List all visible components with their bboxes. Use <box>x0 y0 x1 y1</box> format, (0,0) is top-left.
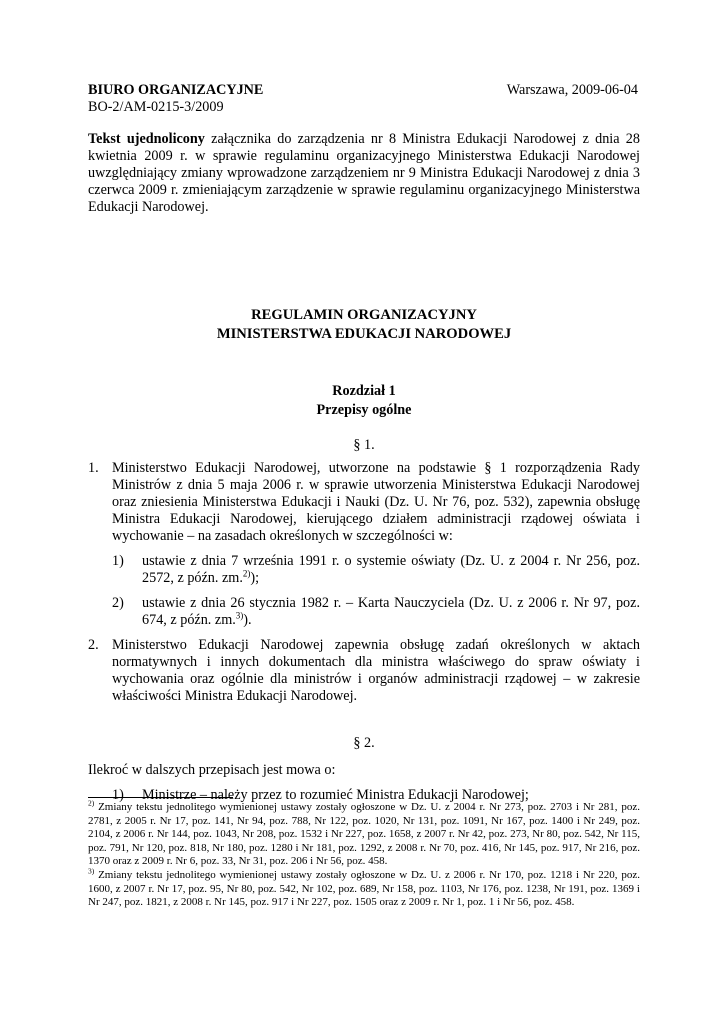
section-2-heading: § 2. <box>353 735 375 751</box>
title-line-2: MINISTERSTWA EDUKACJI NARODOWEJ <box>216 326 512 342</box>
intro-text: załącznika do zarządzenia nr 8 Ministra Edukacji Narodowej z dnia 28 kwietnia 2009 r. w sprawie regulaminu organizacyjnego Ministerstwa Edukacji Narodowej uwzględniający zmiany wprowadzone zarządzeniem nr 9 Ministra Edukacji Narodowej z dnia 3 czerwca 2009 r. zmieniającym zarządzenie w sprawie regulaminu organizacyjnego Ministerstwa Edukacji Narodowej. <box>88 131 640 215</box>
footnote-separator <box>88 797 233 798</box>
sub-item-main: ustawie z dnia 26 stycznia 1982 r. – Karta Nauczyciela (Dz. U. z 2006 r. Nr 97, poz. 674, z późn. zm. <box>142 595 640 628</box>
sub-item-text <box>142 595 640 629</box>
section-2-lead: Ilekroć w dalszych przepisach jest mowa o: <box>88 762 336 778</box>
place-date: Warszawa, 2009-06-04 <box>506 82 638 98</box>
footnote-text: Zmiany tekstu jednolitego wymienionej ustawy zostały ogłoszone w Dz. U. z 2006 r. Nr 170, poz. 1218 i Nr 220, poz. 1600, z 2007 r. Nr 17, poz. 95, Nr 80, poz. 542, Nr 102, poz. 689, Nr 158, poz. 1103, Nr 176, poz. 1238, Nr 191, poz. 1369 i Nr 247, poz. 1821, z 2008 r. Nr 145, poz. 917 i Nr 227, poz. 1505 oraz z 2009 r. Nr 1, poz. 1 i Nr 56, poz. 458. <box>88 868 640 909</box>
chapter-label: Rozdział 1 <box>332 383 396 399</box>
item-text: Ministerstwo Edukacji Narodowej zapewnia obsługę zadań określonych w aktach normatywnych i innych dokumentach dla ministra właściwego do spraw oświaty i wychowania oraz ogólnie dla ministrów i organów administracji rządowej – w zakresie właściwości Ministra Edukacji Narodowej. <box>112 637 640 704</box>
sub-item-number: 1) <box>112 553 124 569</box>
sub-item-1 <box>112 553 640 587</box>
section-1-item-1 <box>88 460 640 629</box>
sub-item-text: Ministrze – należy przez to rozumieć Ministra Edukacji Narodowej; <box>142 787 529 803</box>
footnote-mark: 2) <box>88 798 95 808</box>
footnote-mark: 3) <box>88 866 95 876</box>
sub-item-number: 2) <box>112 595 124 611</box>
document-header <box>88 82 640 99</box>
office-name: BIURO ORGANIZACYJNE <box>88 82 264 98</box>
title-line-1: REGULAMIN ORGANIZACYJNY <box>251 307 477 323</box>
footnote-2 <box>88 798 640 869</box>
footnotes <box>88 798 640 910</box>
intro-paragraph <box>88 131 640 216</box>
reference-number: BO-2/AM-0215-3/2009 <box>88 99 224 115</box>
sub-item-text <box>142 553 640 587</box>
item-number: 1. <box>88 460 99 476</box>
document-page <box>88 82 640 804</box>
footnote-ref-2[interactable]: 2) <box>242 568 251 579</box>
sub-item-number: 1) <box>112 787 124 803</box>
document-title <box>88 306 640 344</box>
footnote-3 <box>88 866 640 910</box>
intro-bold: Tekst ujednolicony <box>88 131 205 147</box>
sub-item-main: ustawie z dnia 7 września 1991 r. o systemie oświaty (Dz. U. z 2004 r. Nr 256, poz. 2572, z późn. zm. <box>142 553 640 586</box>
item-body <box>112 460 640 629</box>
section-1-item-2 <box>88 637 640 705</box>
sub-item-tail: ). <box>243 612 252 628</box>
sub-item-2 <box>112 595 640 629</box>
footnote-text: Zmiany tekstu jednolitego wymienionej ustawy zostały ogłoszone w Dz. U. z 2004 r. Nr 273, poz. 2703 i Nr 281, poz. 2781, z 2005 r. Nr 17, poz. 141, Nr 94, poz. 788, Nr 122, poz. 1020, Nr 131, poz. 1091, Nr 167, poz. 1400 i Nr 249, poz. 2104, z 2006 r. Nr 144, poz. 1043, Nr 208, poz. 1532 i Nr 227, poz. 1658, z 2007 r. Nr 42, poz. 273, Nr 80, poz. 542, Nr 115, poz. 791, Nr 120, poz. 818, Nr 180, poz. 1280 i Nr 181, poz. 1292, z 2008 r. Nr 70, poz. 416, Nr 145, poz. 917, Nr 216, poz. 1370 oraz z 2009 r. Nr 6, poz. 33, Nr 31, poz. 206 i Nr 56, poz. 458. <box>88 801 640 868</box>
chapter-name: Przepisy ogólne <box>316 402 412 418</box>
section-1-heading: § 1. <box>353 437 375 453</box>
sub-item-tail: ); <box>250 570 260 586</box>
item-text: Ministerstwo Edukacji Narodowej, utworzone na podstawie § 1 rozporządzenia Rady Ministrów z dnia 5 maja 2006 r. w sprawie utworzenia Ministerstwa Edukacji Narodowej oraz zniesienia Ministerstwa Edukacji i Nauki (Dz. U. Nr 76, poz. 532), zapewnia obsługę Ministra Edukacji Narodowej, kierującego działem administracji rządowej oświata i wychowanie – na zasadach określonych w szczególności w: <box>112 460 640 544</box>
footnote-ref-3[interactable]: 3) <box>235 610 244 621</box>
item-number: 2. <box>88 637 99 653</box>
chapter-heading <box>88 382 640 420</box>
